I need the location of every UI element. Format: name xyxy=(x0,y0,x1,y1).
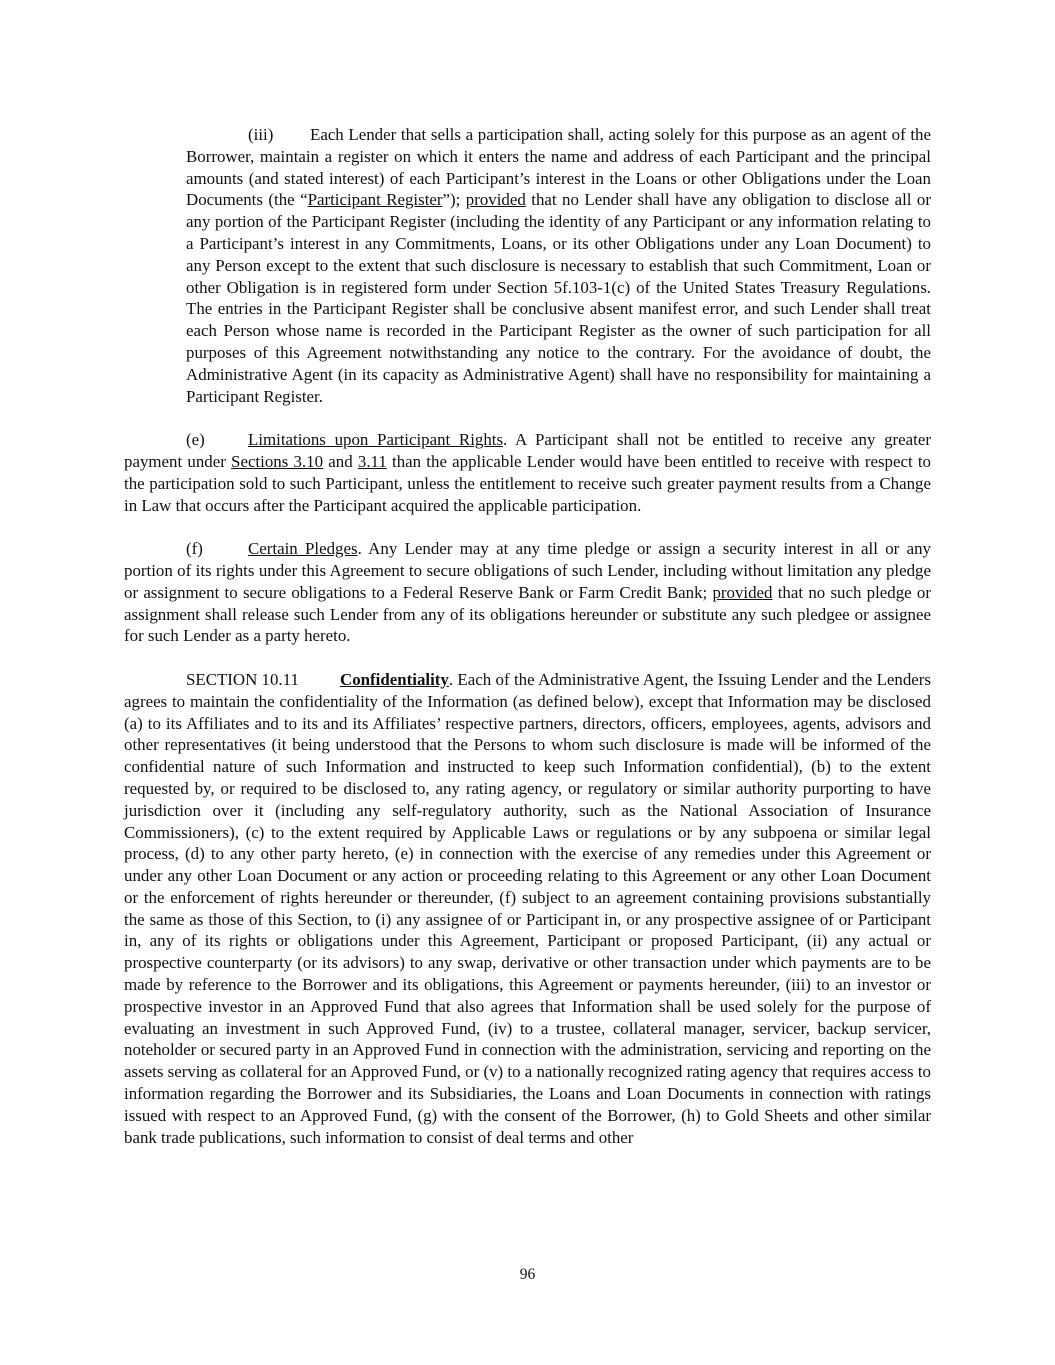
text: . A Participant shall not be entitled to receive any greater payment under xyxy=(124,430,931,471)
paragraph-iii xyxy=(186,124,931,407)
text: Each Lender that sells a participation shall, acting solely for this purpose as an agent of the Borrower, maintain a register on which it enters the name and address of each Participant and the principal amounts (and stated interest) of each Participant’s interest in the Loans or other Obligations under the Loan Documents (the “ xyxy=(186,125,931,210)
document-body xyxy=(124,124,931,1170)
paragraph-e xyxy=(124,429,931,516)
provided-term: provided xyxy=(465,190,526,210)
section-10-11 xyxy=(124,669,931,1149)
provided-term: provided xyxy=(712,582,773,602)
defined-term-participant-register: Participant Register xyxy=(307,190,443,210)
text: that no Lender shall have any obligation to disclose all or any portion of the Participant Register (including the identity of any Participant or any information relating to a Participant’s interest in any Commitments, Loans, or its other Obligations under any Loan Document) to any Person except to the extent that such disclosure is necessary to establish that such Commitment, Loan or other Obligation is in registered form under Section 5f.103-1(c) of the United States Treasury Regulations. The entries in the Participant Register shall be conclusive absent manifest error, and such Lender shall treat each Person whose name is recorded in the Participant Register as the owner of such participation for all purposes of this Agreement notwithstanding any notice to the contrary. For the avoidance of doubt, the Administrative Agent (in its capacity as Administrative Agent) shall have no responsibility for maintaining a Participant Register. xyxy=(186,190,931,406)
paragraph-label: (e) xyxy=(186,430,205,450)
text: and xyxy=(323,451,358,471)
text: than the applicable Lender would have been entitled to receive with respect to the participation sold to such Participant, unless the entitlement to receive such greater payment results from a Change in Law that occurs after the Participant acquired the applicable participation. xyxy=(124,451,931,515)
paragraph-f xyxy=(124,538,931,647)
text: . Any Lender may at any time pledge or assign a security interest in all or any portion of its rights under this Agreement to secure obligations of such Lender, including without limitation any pledge or assignment to secure obligations to a Federal Reserve Bank or Farm Credit Bank; xyxy=(124,539,931,602)
text: . Each of the Administrative Agent, the Issuing Lender and the Lenders agrees to maintain the confidentiality of the Information (as defined below), except that Information may be disclosed (a) to its Affiliates and to its and its Affiliates’ respective partners, directors, officers, employees, agents, advisors and other representatives (it being understood that the Persons to whom such disclosure is made will be informed of the confidential nature of such Information and instructed to keep such Information confidential), (b) to the extent requested by, or required to be disclosed to, any rating agency, or regulatory or similar authority purporting to have jurisdiction over it (including any self-regulatory authority, such as the National Association of Insurance Commissioners), (c) to the extent required by Applicable Laws or regulations or by any subpoena or similar legal process, (d) to any other party hereto, (e) in connection with the exercise of any remedies under this Agreement or under any other Loan Document or any action or proceeding relating to this Agreement or any other Loan Document or the enforcement of rights hereunder or thereunder, (f) subject to an agreement containing provisions substantially the same as those of this Section, to (i) any assignee of or Participant in, or any prospective assignee of or Participant in, any of its rights or obligations under this Agreement, Participant or proposed Participant, (ii) any actual or prospective counterparty (or its advisors) to any swap, derivative or other transaction under which payments are to be made by reference to the Borrower and its obligations, this Agreement or payments hereunder, (iii) to an investor or prospective investor in an Approved Fund that also agrees that Information shall be used solely for the purpose of evaluating an investment in such Approved Fund, (iv) to a trustee, collateral manager, servicer, backup servicer, noteholder or secured party in an Approved Fund in connection with the administration, servicing and reporting on the assets serving as collateral for an Approved Fund, or (v) to a nationally recognized rating agency that requires access to information regarding the Borrower and its Subsidiaries, the Loans and Loan Documents in connection with ratings issued with respect to an Approved Fund, (g) with the consent of the Borrower, (h) to Gold Sheets and other similar bank trade publications, such information to consist of deal terms and other xyxy=(124,669,931,1147)
text: that no such pledge or assignment shall release such Lender from any of its obligations hereunder or substitute any such pledgee or assignee for such Lender as a party hereto. xyxy=(124,582,931,646)
section-label: SECTION 10.11 xyxy=(186,669,299,689)
paragraph-label: (iii) xyxy=(248,125,274,144)
section-reference: Sections 3.10 xyxy=(231,451,324,471)
text: ”); xyxy=(442,190,466,210)
section-reference: 3.11 xyxy=(357,451,387,471)
paragraph-label: (f) xyxy=(186,539,203,559)
paragraph-heading: Certain Pledges xyxy=(248,539,358,559)
paragraph-heading: Limitations upon Participant Rights xyxy=(248,430,504,450)
page-number: 96 xyxy=(519,1266,536,1283)
section-heading: Confidentiality xyxy=(340,669,449,689)
